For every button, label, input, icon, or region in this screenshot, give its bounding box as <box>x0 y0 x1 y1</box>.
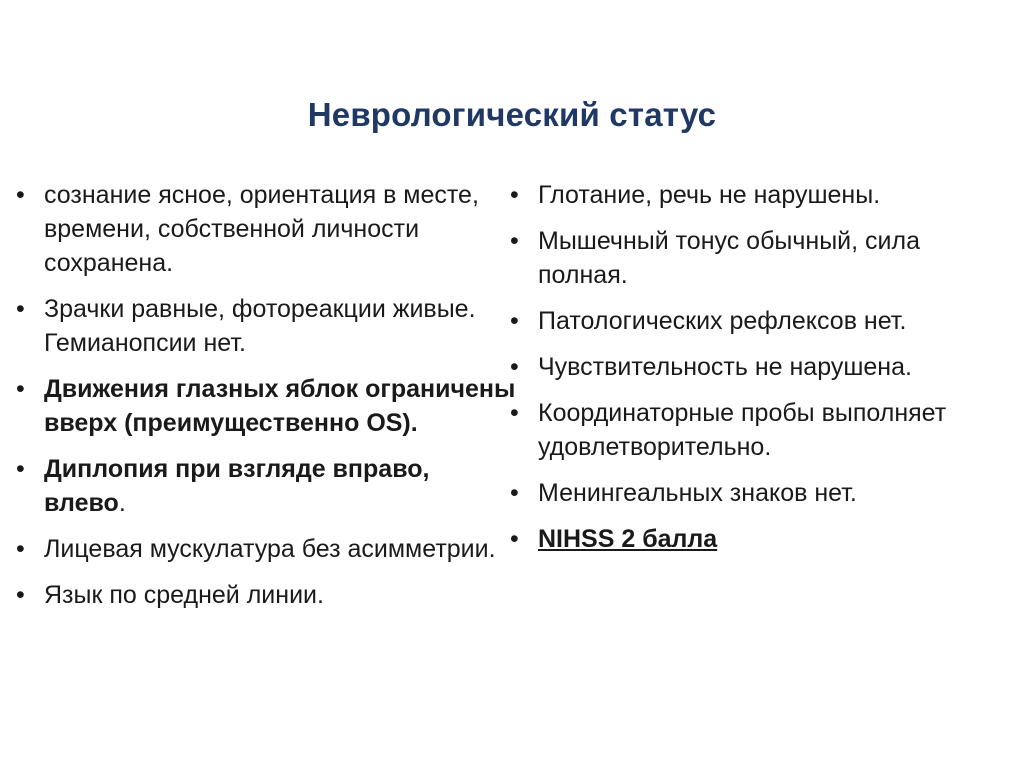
list-item-text: Движения глазных яблок ограничены вверх (преимущественно OS). <box>44 375 516 437</box>
bullet-icon: • <box>510 307 519 335</box>
list-item-text: Мышечный тонус обычный, сила полная. <box>538 227 920 289</box>
bullet-icon: • <box>16 535 25 563</box>
list-item <box>16 578 516 612</box>
list-item-nihss <box>510 522 1015 556</box>
list-item-text: Патологических рефлексов нет. <box>538 307 907 335</box>
bullet-icon: • <box>510 525 519 553</box>
left-bullet-list <box>16 178 516 612</box>
bullet-icon: • <box>16 455 25 483</box>
list-item-text: Глотание, речь не нарушены. <box>538 181 881 209</box>
list-item <box>510 224 1015 292</box>
bullet-icon: • <box>510 181 519 209</box>
bullet-icon: • <box>510 399 519 427</box>
bullet-icon: • <box>16 375 25 403</box>
bullet-icon: • <box>510 353 519 381</box>
list-item <box>510 350 1015 384</box>
list-item-text-tail: . <box>118 489 126 517</box>
bullet-icon: • <box>510 227 519 255</box>
right-bullet-list <box>510 178 1015 556</box>
list-item <box>510 178 1015 212</box>
list-item <box>16 452 516 520</box>
list-item <box>510 396 1015 464</box>
bullet-icon: • <box>16 581 25 609</box>
list-item <box>510 476 1015 510</box>
list-item-text: Менингеальных знаков нет. <box>538 479 857 507</box>
list-item <box>16 292 516 360</box>
list-item-text: Диплопия при взгляде вправо, влево <box>44 455 430 517</box>
list-item-text: Чувствительность не нарушена. <box>538 353 912 381</box>
list-item <box>16 532 516 566</box>
list-item-text: Зрачки равные, фотореакции живые. Гемианопсии нет. <box>44 295 476 357</box>
bullet-icon: • <box>16 181 25 209</box>
list-item-text: NIHSS 2 балла <box>538 525 718 553</box>
list-item <box>16 178 516 280</box>
left-column <box>16 178 516 624</box>
slide-title: Неврологический статус <box>307 96 717 133</box>
bullet-icon: • <box>16 295 25 323</box>
list-item-text: Лицевая мускулатура без асимметрии. <box>44 535 496 563</box>
list-item-text: Язык по средней линии. <box>44 581 324 609</box>
list-item <box>510 304 1015 338</box>
list-item-text: Координаторные пробы выполняет удовлетворительно. <box>538 399 947 461</box>
list-item-text: сознание ясное, ориентация в месте, времени, собственной личности сохранена. <box>44 181 479 277</box>
right-column <box>510 178 1015 568</box>
list-item <box>16 372 516 440</box>
bullet-icon: • <box>510 479 519 507</box>
